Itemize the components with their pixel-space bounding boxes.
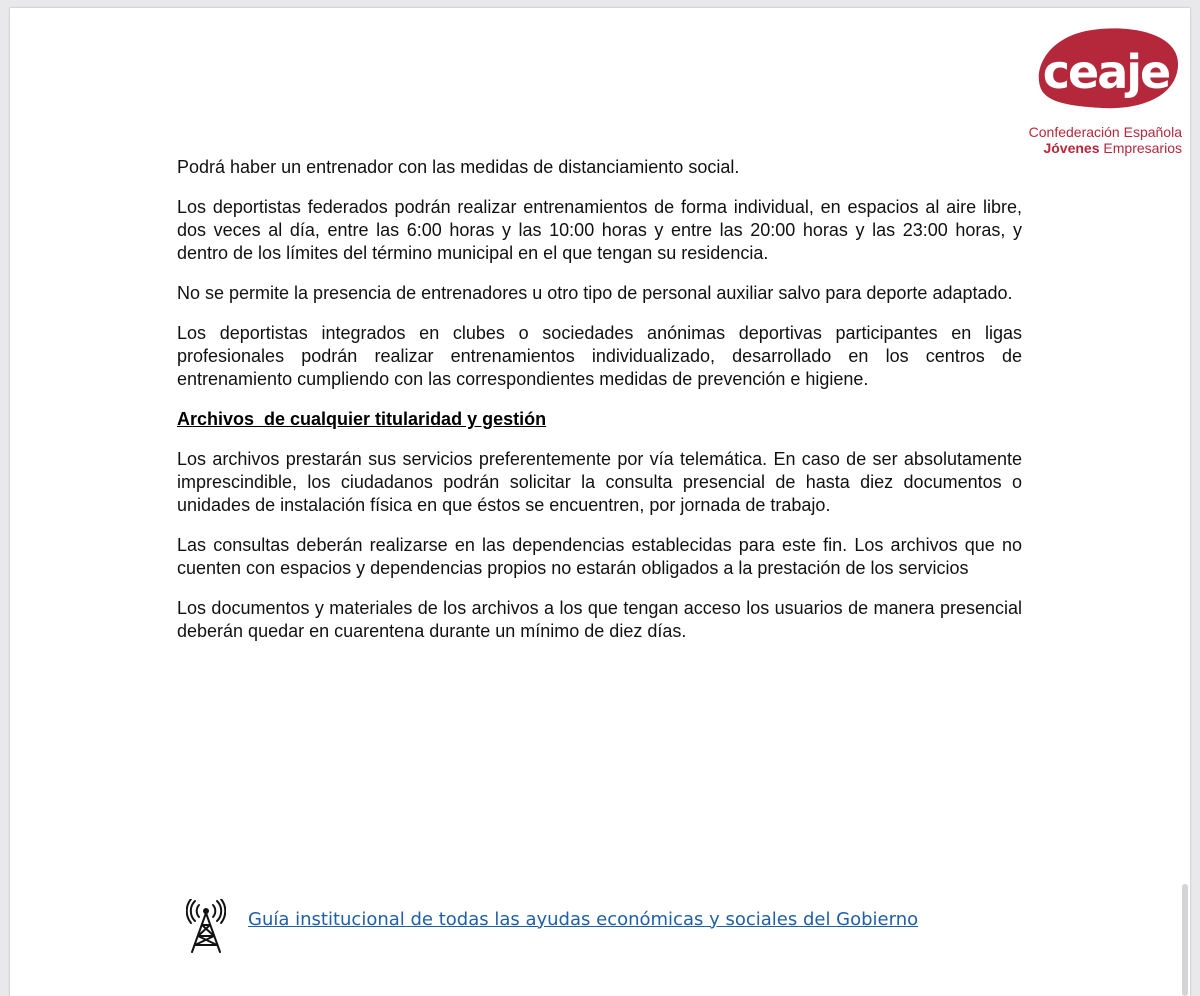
footer-link-row	[186, 896, 918, 956]
svg-text:ceaje: ceaje	[1042, 45, 1170, 99]
document-body	[177, 156, 1022, 660]
logo-line2-bold: Jóvenes	[1043, 140, 1100, 156]
ceaje-logo-caption	[1029, 124, 1182, 156]
paragraph: Los archivos prestarán sus servicios preferentemente por vía telemática. En caso de ser absolutamente imprescindible, los ciudadanos podrán solicitar la consulta presencial de hasta diez documentos o unidades de instalación física en que éstos se encuentren, por jornada de trabajo.	[177, 449, 1022, 515]
paragraph: Los documentos y materiales de los archivos a los que tengan acceso los usuarios de manera presencial deberán quedar en cuarentena durante un mínimo de diez días.	[177, 598, 1022, 641]
vertical-scrollbar[interactable]	[1182, 884, 1188, 996]
logo-line2	[1029, 140, 1182, 156]
paragraph: No se permite la presencia de entrenadores u otro tipo de personal auxiliar salvo para deporte adaptado.	[177, 283, 1013, 303]
ceaje-logo	[1024, 18, 1190, 156]
broadcast-tower-icon	[186, 899, 226, 953]
government-aid-guide-link[interactable]: Guía institucional de todas las ayudas económicas y sociales del Gobierno	[248, 908, 919, 930]
document-page	[10, 8, 1190, 996]
logo-line1: Confederación Española	[1028, 124, 1182, 140]
paragraph: Los deportistas integrados en clubes o sociedades anónimas deportivas participantes en ligas profesionales podrán realizar entrenamientos individualizado, desarrollado en los centros de entrenamiento cumpliendo con las correspondientes medidas de prevención e higiene.	[177, 323, 1022, 389]
paragraph: Las consultas deberán realizarse en las dependencias establecidas para este fin. Los archivos que no cuenten con espacios y dependencias propios no estarán obligados a la prestación de los servicios	[177, 535, 1022, 578]
paragraph: Podrá haber un entrenador con las medidas de distanciamiento social.	[177, 157, 740, 177]
logo-line2-rest: Empresarios	[1103, 140, 1182, 156]
paragraph: Los deportistas federados podrán realizar entrenamientos de forma individual, en espacios al aire libre, dos veces al día, entre las 6:00 horas y las 10:00 horas y entre las 20:00 horas y las 23:00 horas, y dentro de los límites del término municipal en el que tengan su residencia.	[177, 197, 1022, 263]
section-heading: Archivos de cualquier titularidad y gestión	[177, 409, 547, 429]
ceaje-wordmark	[1032, 26, 1182, 112]
